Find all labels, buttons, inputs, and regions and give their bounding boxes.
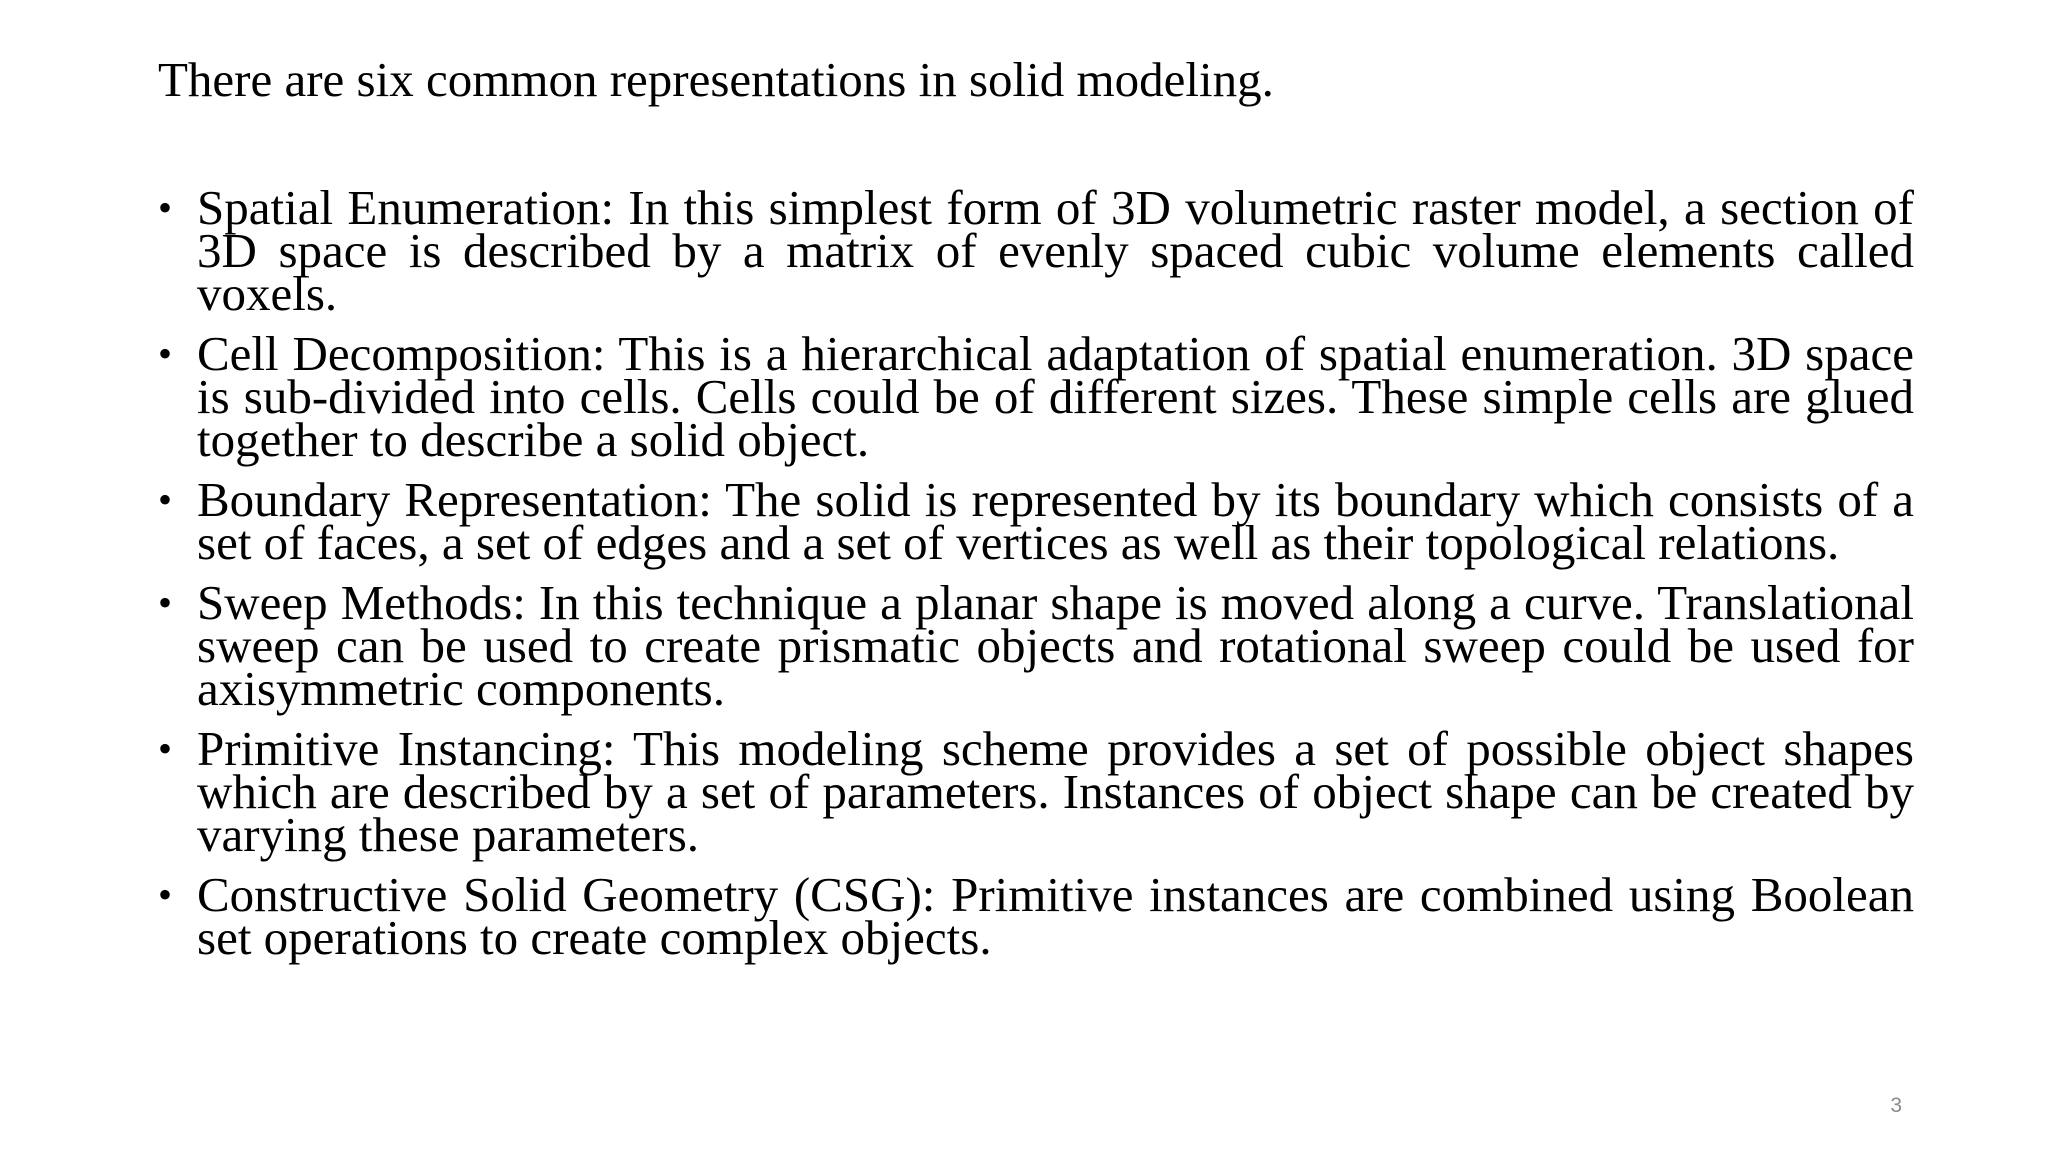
slide-intro: There are six common representations in solid modeling. [158,52,1274,107]
list-item-sweep-methods: • Sweep Methods: In this technique a planar shape is moved along a curve. Translational sweep can be used to create prismatic objects and rotational sweep could be used for axisymmetric components. [158,581,1914,710]
list-item-constructive-solid-geometry: • Constructive Solid Geometry (CSG): Primitive instances are combined using Boolean set operations to create complex objects. [158,873,1914,959]
representations-list [158,180,1914,976]
page-number: 3 [1890,1094,1902,1117]
list-item-cell-decomposition: • Cell Decomposition: This is a hierarchical adaptation of spatial enumeration. 3D space is sub-divided into cells. Cells could be of different sizes. These simple cells are glued together to describe a solid object. [158,332,1914,461]
list-item-boundary-representation: • Boundary Representation: The solid is represented by its boundary which consists of a set of faces, a set of edges and a set of vertices as well as their topological relations. [158,478,1914,564]
list-item-primitive-instancing: • Primitive Instancing: This modeling scheme provides a set of possible object shapes which are described by a set of parameters. Instances of object shape can be created by varying these parameters. [158,727,1914,856]
list-item-spatial-enumeration: • Spatial Enumeration: In this simplest form of 3D volumetric raster model, a section of 3D space is described by a matrix of evenly spaced cubic volume elements called voxels. [158,186,1914,315]
